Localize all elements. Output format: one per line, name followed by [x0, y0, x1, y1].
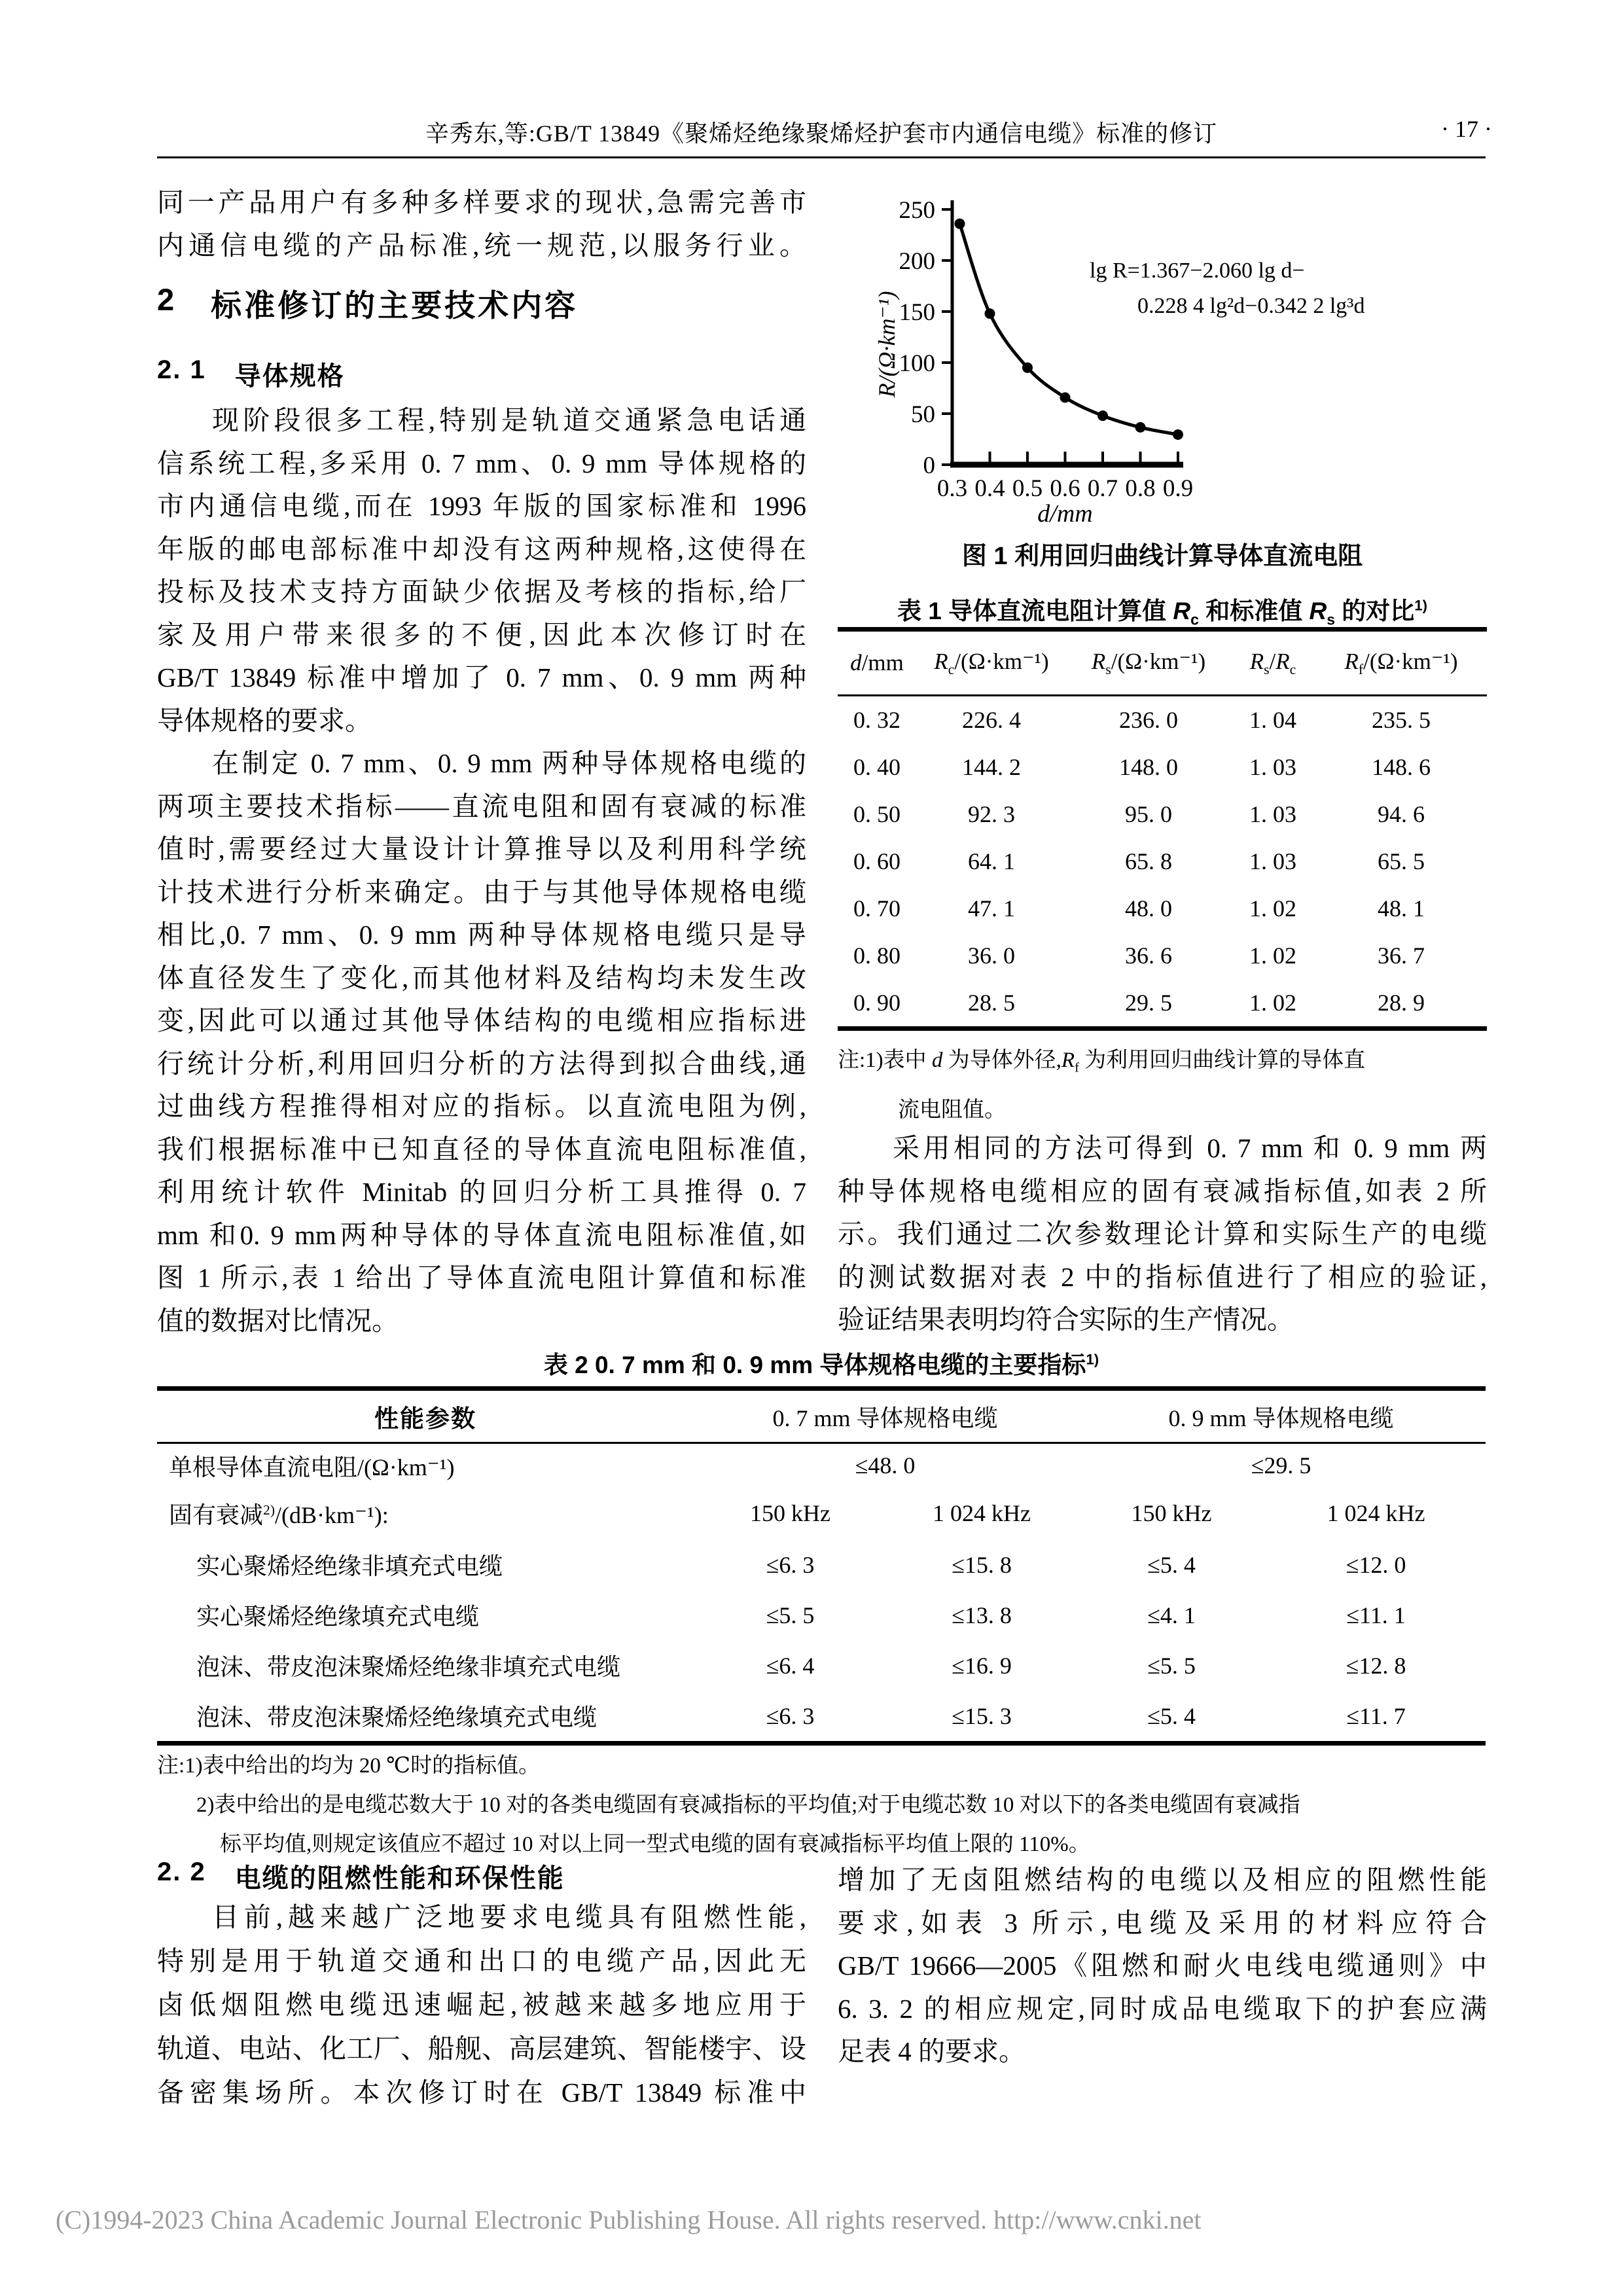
cell: 48. 1 — [1378, 895, 1425, 922]
text-line: 轨道、电站、化工厂、船舰、高层建筑、智能楼宇、设 — [157, 2034, 806, 2064]
cell: 0. 40 — [853, 754, 901, 780]
cell: 94. 6 — [1378, 801, 1425, 827]
bottom-right-paragraph — [838, 1859, 1487, 2073]
cell: ≤48. 0 — [855, 1452, 916, 1479]
text-line: 要求,如表 3 所示,电缆及采用的材料应符合 — [838, 1907, 1487, 1938]
note-line: 标平均值,则规定该值应不超过 10 对以上同一型式电缆的固有衰减指标平均值上限的 110%。 — [220, 1833, 1090, 1856]
table-row — [838, 979, 1487, 1026]
table-row — [157, 1640, 1486, 1691]
text-line: 过曲线方程推得相对应的指标。以直流电阻为例, — [157, 1091, 806, 1121]
text-line: 投标及技术支持方面缺少依据及考核的指标,给厂 — [157, 577, 806, 607]
cell: ≤13. 8 — [952, 1602, 1012, 1628]
svg-text:0.6: 0.6 — [1050, 475, 1080, 502]
left-body-text — [157, 399, 806, 1342]
cell: 0. 60 — [853, 848, 901, 874]
svg-text:0.3: 0.3 — [936, 475, 968, 502]
col-header-09mm: 0. 9 mm 导体规格电缆 — [1168, 1405, 1394, 1431]
table-row — [157, 1539, 1486, 1590]
svg-text:50: 50 — [911, 401, 935, 428]
text-line: 种导体规格电缆相应的固有衰减指标值,如表 2 所 — [838, 1175, 1487, 1206]
svg-text:0.7: 0.7 — [1087, 475, 1118, 502]
row-label: 实心聚烯烃绝缘填充式电缆 — [196, 1604, 480, 1630]
section-title: 标准修订的主要技术内容 — [211, 288, 579, 323]
footnote-marker: 1) — [1414, 597, 1427, 614]
page-number: · 17 · — [1441, 116, 1492, 142]
table-row — [157, 1691, 1486, 1741]
text-line: 行统计分析,利用回归分析的方法得到拟合曲线,通 — [157, 1048, 806, 1079]
title-text: 的对比 — [1334, 598, 1415, 624]
table1-note — [838, 1039, 1487, 1131]
cell: 65. 8 — [1125, 848, 1172, 874]
cell: 95. 0 — [1125, 801, 1172, 827]
cell: 1. 02 — [1249, 990, 1296, 1016]
text-line: mm 和0. 9 mm两种导体的导体直流电阻标准值,如 — [157, 1219, 806, 1250]
subscript: s — [1327, 611, 1335, 628]
freq-header: 150 kHz — [1131, 1500, 1212, 1526]
freq-header: 1 024 kHz — [1327, 1500, 1425, 1526]
text-line: 家及用户带来很多的不便,因此本次修订时在 — [157, 619, 806, 650]
text-line: GB/T 19666—2005《阻燃和耐火电线电缆通则》中 — [838, 1950, 1487, 1981]
text-line: 足表 4 的要求。 — [838, 2036, 1026, 2066]
figure1-chart — [838, 167, 1487, 533]
cell: ≤29. 5 — [1251, 1452, 1311, 1479]
text-line: 目前,越来越广泛地要求电缆具有阻燃性能, — [212, 1902, 806, 1932]
section-2-2-heading — [157, 1857, 565, 1895]
cell: 1. 04 — [1249, 707, 1296, 733]
note-line: 流电阻值。 — [898, 1098, 1006, 1122]
freq-header: 1 024 kHz — [933, 1500, 1031, 1526]
cell: 1. 02 — [1249, 942, 1296, 969]
section-2-1-heading — [157, 355, 345, 393]
cell: 235. 5 — [1372, 707, 1431, 733]
table-row-resistance — [157, 1444, 1486, 1487]
text-line: 年版的邮电部标准中却没有这两种规格,这使得在 — [157, 533, 806, 564]
cell: 36. 6 — [1125, 942, 1172, 969]
title-text: 和标准值 — [1198, 598, 1310, 624]
cell: 144. 2 — [962, 754, 1021, 780]
text-line: 计技术进行分析来确定。由于与其他导体规格电缆 — [157, 876, 806, 907]
cell: 36. 0 — [968, 942, 1015, 969]
text-line: 我们根据标准中已知直径的导体直流电阻标准值, — [157, 1134, 806, 1164]
cell: 226. 4 — [962, 707, 1021, 733]
cell: 92. 3 — [968, 801, 1015, 827]
svg-text:0.4: 0.4 — [974, 475, 1005, 502]
cell: 28. 5 — [968, 990, 1015, 1016]
cell: ≤16. 9 — [952, 1652, 1012, 1679]
text-line: 市内通信电缆,而在 1993 年版的国家标准和 1996 — [157, 491, 806, 521]
text-line: 特别是用于轨道交通和出口的电缆产品,因此无 — [157, 1946, 806, 1976]
col-header-RsRc: $R_s/R_c$ — [1249, 648, 1296, 677]
table2 — [157, 1386, 1486, 1746]
cell: 0. 50 — [853, 801, 901, 827]
copyright-footer: (C)1994-2023 China Academic Journal Electronic Publishing House. All rights reserved. http://www.cnki.net — [56, 2205, 1202, 2234]
cell: 148. 6 — [1372, 754, 1431, 780]
cell: 1. 03 — [1249, 801, 1296, 827]
col-header-07mm: 0. 7 mm 导体规格电缆 — [772, 1405, 998, 1431]
table2-note — [157, 1746, 1486, 1864]
cell: 36. 7 — [1378, 942, 1425, 969]
cell: ≤6. 3 — [766, 1702, 815, 1729]
text-line: 内通信电缆的产品标准,统一规范,以服务行业。 — [157, 230, 806, 260]
text-line: 6. 3. 2 的相应规定,同时成品电缆取下的护套应满 — [838, 1993, 1487, 2024]
svg-text:150: 150 — [899, 299, 935, 326]
symbol-R: R — [1309, 598, 1327, 624]
col-header-Rs: $R_s/(\Omega\cdot km^{-1})$ — [1091, 648, 1206, 677]
running-head-title: 辛秀东,等:GB/T 13849《聚烯烃绝缘聚烯烃护套市内通信电缆》标准的修订 — [425, 120, 1218, 147]
line-chart — [838, 167, 1487, 533]
cell: 64. 1 — [968, 848, 1015, 874]
table1-header-row — [838, 632, 1487, 696]
table-row — [838, 744, 1487, 791]
section-number: 2 — [157, 282, 177, 317]
text-line: 的测试数据对表 2 中的指标值进行了相应的验证, — [838, 1261, 1487, 1292]
bottom-left-paragraph — [157, 1895, 806, 2115]
text-line: 示。我们通过二次参数理论计算和实际生产的电缆 — [838, 1219, 1487, 1249]
row-label: 单根导体直流电阻/(Ω·km⁻¹) — [169, 1454, 455, 1480]
cell: ≤11. 7 — [1346, 1702, 1406, 1729]
cell: 0. 90 — [853, 990, 901, 1016]
cell: ≤6. 4 — [766, 1652, 815, 1679]
cell: 236. 0 — [1119, 707, 1178, 733]
cell: ≤12. 0 — [1346, 1551, 1406, 1578]
right-paragraph — [838, 1127, 1487, 1342]
text-line: 备密集场所。本次修订时在 GB/T 13849 标准中 — [157, 2077, 806, 2108]
col-header-d: d/mm — [850, 650, 904, 675]
text-line: 值的数据对比情况。 — [157, 1305, 399, 1336]
figure1-caption: 图 1 利用回归曲线计算导体直流电阻 — [961, 543, 1363, 570]
text-line: GB/T 13849 标准中增加了 0. 7 mm、0. 9 mm 两种 — [157, 662, 806, 692]
table-row — [838, 838, 1487, 885]
title-text: 表 2 0. 7 mm 和 0. 9 mm 导体规格电缆的主要指标 — [543, 1352, 1086, 1378]
table-row — [838, 696, 1487, 744]
title-text: 表 1 导体直流电阻计算值 — [897, 598, 1173, 624]
row-label: 实心聚烯烃绝缘非填充式电缆 — [196, 1553, 503, 1579]
cell: ≤15. 3 — [952, 1702, 1012, 1729]
cell: 29. 5 — [1125, 990, 1172, 1016]
footnote-marker: 1) — [1086, 1351, 1099, 1368]
note-line: 注:1)表中给出的均为 20 ℃时的指标值。 — [157, 1754, 541, 1778]
cell: 47. 1 — [968, 895, 1015, 922]
cell: 1. 03 — [1249, 848, 1296, 874]
text-line: 现阶段很多工程,特别是轨道交通紧急电话通 — [212, 405, 806, 435]
cell: 28. 9 — [1378, 990, 1425, 1016]
table2-title — [157, 1345, 1486, 1380]
cell: ≤6. 3 — [766, 1551, 815, 1578]
text-line: 体直径发生了变化,而其他材料及结构均未发生改 — [157, 962, 806, 993]
table-row — [157, 1590, 1486, 1640]
note-line: 注:1)表中 d 为导体外径$,R_f$ 为利用回归曲线计算的导体直 — [838, 1049, 1366, 1075]
table-row — [838, 791, 1487, 838]
cell: ≤5. 4 — [1147, 1551, 1196, 1578]
cell: ≤4. 1 — [1147, 1602, 1196, 1628]
table1-title — [838, 591, 1487, 628]
text-line: 验证结果表明均符合实际的生产情况。 — [838, 1304, 1294, 1335]
text-line: 图 1 所示,表 1 给出了导体直流电阻计算值和标准 — [157, 1263, 806, 1293]
cell: ≤11. 1 — [1346, 1602, 1406, 1628]
cell: ≤5. 5 — [766, 1602, 815, 1628]
row-label: 泡沫、带皮泡沫聚烯烃绝缘填充式电缆 — [196, 1704, 597, 1731]
table-row-attenuation-header — [157, 1487, 1486, 1539]
cell: ≤12. 8 — [1346, 1652, 1406, 1679]
cell: 0. 32 — [853, 707, 901, 733]
text-line: 值时,需要经过大量设计计算推导以及利用科学统 — [157, 834, 806, 864]
section-number: 2. 2 — [157, 1857, 206, 1886]
text-line: 增加了无卤阻燃结构的电缆以及相应的阻燃性能 — [838, 1865, 1487, 1895]
text-line: 两项主要技术指标——直流电阻和固有衰减的标准 — [157, 791, 806, 821]
section-2-heading — [157, 281, 578, 325]
table-row — [838, 885, 1487, 932]
col-header-Rc: $R_c/(\Omega\cdot km^{-1})$ — [934, 648, 1049, 677]
cell: 65. 5 — [1378, 848, 1425, 874]
row-label: 泡沫、带皮泡沫聚烯烃绝缘非填充式电缆 — [196, 1654, 621, 1680]
x-axis-label: d/mm — [1037, 500, 1093, 528]
section-title: 电缆的阻燃性能和环保性能 — [234, 1864, 565, 1893]
table1 — [838, 627, 1487, 1031]
text-line: 信系统工程,多采用 0. 7 mm、0. 9 mm 导体规格的 — [157, 448, 806, 478]
cell: 148. 0 — [1119, 754, 1178, 780]
subscript: c — [1190, 611, 1199, 628]
regression-equation-line1: lg R=1.367−2.060 lg d− — [1090, 259, 1305, 283]
svg-text:100: 100 — [899, 350, 935, 377]
freq-header: 150 kHz — [750, 1500, 830, 1526]
svg-text:0.9: 0.9 — [1162, 475, 1194, 502]
cell: ≤15. 8 — [952, 1551, 1012, 1578]
svg-text:0.8: 0.8 — [1125, 475, 1156, 502]
cell: ≤5. 4 — [1147, 1702, 1196, 1729]
text-line: 相比,0. 7 mm、0. 9 mm 两种导体规格电缆只是导 — [157, 920, 806, 950]
svg-text:0.5: 0.5 — [1012, 475, 1043, 502]
section-number: 2. 1 — [157, 355, 206, 384]
row-label: 固有衰减$^{2)}$/(dB·km⁻¹): — [169, 1501, 389, 1528]
col-header-Rf: $R_f/(\Omega\cdot km^{-1})$ — [1344, 648, 1458, 677]
svg-text:0: 0 — [923, 452, 935, 479]
regression-equation-line2: 0.228 4 lg²d−0.342 2 lg³d — [1137, 294, 1365, 318]
table2-header-row — [157, 1391, 1486, 1444]
symbol-R: R — [1173, 598, 1191, 624]
left-paragraph-1 — [157, 181, 806, 267]
cell: 48. 0 — [1125, 895, 1172, 922]
text-line: 在制定 0. 7 mm、0. 9 mm 两种导体规格电缆的 — [212, 748, 806, 778]
text-line: 导体规格的要求。 — [157, 705, 372, 736]
text-line: 卤低烟阻燃电缆迅速崛起,被越来越多地应用于 — [157, 1990, 806, 2020]
cell: 0. 70 — [853, 895, 901, 922]
cell: 0. 80 — [853, 942, 901, 969]
table-row — [838, 932, 1487, 979]
header-rule — [157, 156, 1486, 158]
cell: 1. 02 — [1249, 895, 1296, 922]
cell: ≤5. 5 — [1147, 1652, 1196, 1679]
text-line: 利用统计软件 Minitab 的回归分析工具推得 0. 7 — [157, 1177, 806, 1207]
cell: 1. 03 — [1249, 754, 1296, 780]
section-title: 导体规格 — [234, 362, 345, 391]
y-axis-label: R/(Ω·km⁻¹) — [874, 291, 900, 398]
svg-text:200: 200 — [899, 248, 935, 275]
text-line: 同一产品用户有多种多样要求的现状,急需完善市 — [157, 187, 806, 217]
svg-text:250: 250 — [899, 197, 935, 224]
text-line: 变,因此可以通过其他导体结构的电缆相应指标进 — [157, 1005, 806, 1035]
note-line: 2)表中给出的是电缆芯数大于 10 对的各类电缆固有衰减指标的平均值;对于电缆芯数 10 对以下的各类电缆固有衰减指 — [196, 1793, 1300, 1817]
col-header-parameter: 性能参数 — [374, 1405, 476, 1432]
text-line: 采用相同的方法可得到 0. 7 mm 和 0. 9 mm 两 — [893, 1133, 1487, 1163]
